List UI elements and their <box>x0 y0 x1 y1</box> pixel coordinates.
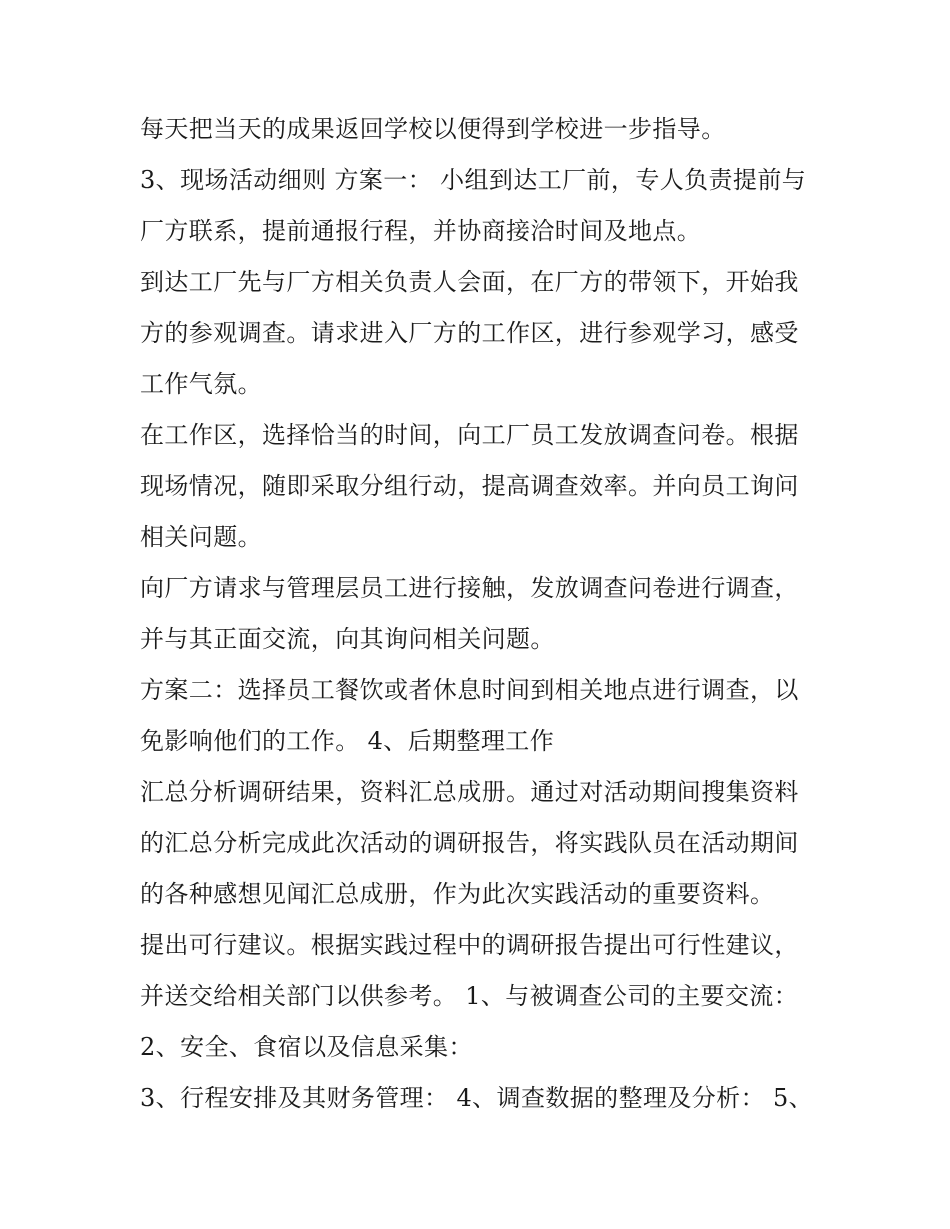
text-line: 3、行程安排及其财务管理： 4、调查数据的整理及分析： 5、 <box>140 1084 814 1112</box>
text-line: 在工作区，选择恰当的时间，向工厂员工发放调查问卷。根据 <box>140 421 799 449</box>
text-line: 相关问题。 <box>140 523 262 551</box>
text-line: 并送交给相关部门以供参考。 1、与被调查公司的主要交流： <box>140 982 799 1010</box>
document-body <box>140 104 820 1124</box>
text-line: 的各种感想见闻汇总成册，作为此次实践活动的重要资料。 <box>140 880 775 908</box>
text-line: 现场情况，随即采取分组行动，提高调查效率。并向员工询问 <box>140 472 799 500</box>
text-line: 每天把当天的成果返回学校以便得到学校进一步指导。 <box>140 115 726 143</box>
text-line: 到达工厂先与厂方相关负责人会面，在厂方的带领下，开始我 <box>140 268 799 296</box>
text-line: 汇总分析调研结果，资料汇总成册。通过对活动期间搜集资料 <box>140 778 799 806</box>
text-line: 工作气氛。 <box>140 370 262 398</box>
text-line: 方案二：选择员工餐饮或者休息时间到相关地点进行调查，以 <box>140 676 799 704</box>
text-line: 2、安全、食宿以及信息采集： <box>140 1033 473 1061</box>
text-line: 的汇总分析完成此次活动的调研报告，将实践队员在活动期间 <box>140 829 799 857</box>
text-line: 并与其正面交流，向其询问相关问题。 <box>140 625 555 653</box>
text-line: 厂方联系，提前通报行程，并协商接洽时间及地点。 <box>140 217 702 245</box>
text-line: 免影响他们的工作。 4、后期整理工作 <box>140 727 555 755</box>
text-line: 方的参观调查。请求进入厂方的工作区，进行参观学习，感受 <box>140 319 799 347</box>
text-line: 提出可行建议。根据实践过程中的调研报告提出可行性建议， <box>140 931 799 959</box>
text-line: 向厂方请求与管理层员工进行接触，发放调查问卷进行调查， <box>140 574 799 602</box>
text-line: 3、现场活动细则 方案一： 小组到达工厂前，专人负责提前与 <box>140 166 807 194</box>
